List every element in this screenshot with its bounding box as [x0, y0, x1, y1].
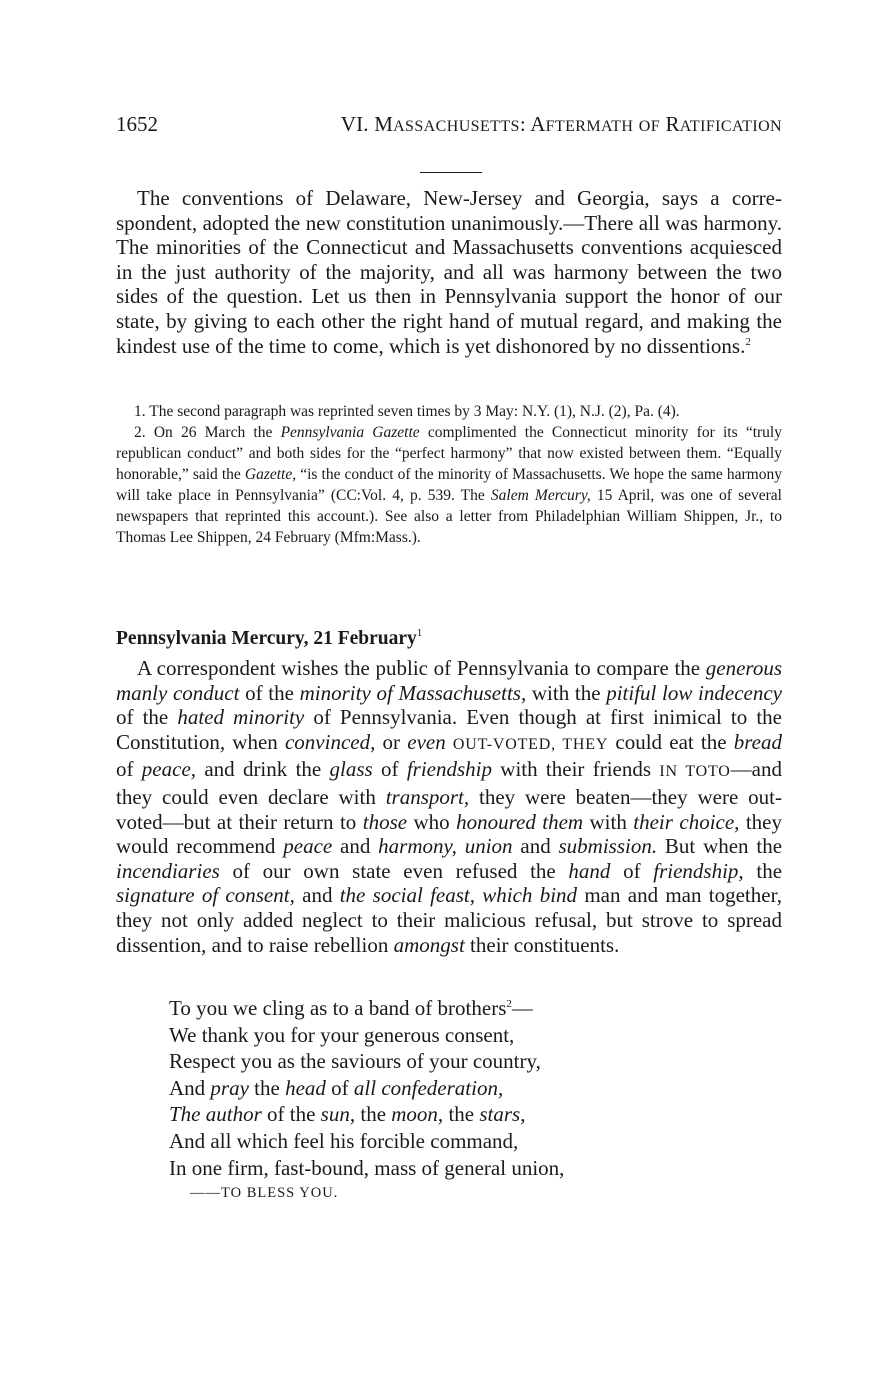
text-run: “is the conduct of the minority of Massachusetts. We hope the same harmony will take place in Pennsylvania” (CC:Vol. 4, p. 539. The: [116, 466, 782, 504]
italic-text: convinced,: [284, 729, 376, 754]
italic-text: Salem Mercury,: [490, 487, 591, 504]
paragraph-text: [116, 656, 782, 957]
italic-text: amongst: [393, 932, 465, 957]
italic-text: hated minority: [177, 705, 305, 730]
text-run: their constituents.: [464, 932, 620, 957]
text-run: and: [294, 883, 340, 908]
italic-text: all confederation,: [353, 1075, 504, 1100]
text-run: Respect you as the saviours of your country,: [169, 1049, 541, 1074]
italic-text: peace,: [141, 757, 197, 782]
text-run: of: [116, 757, 142, 782]
text-run: with the: [526, 680, 607, 705]
section-heading: [116, 620, 422, 652]
text-run: of: [610, 858, 654, 883]
text-run: 2. On 26 March the: [134, 424, 281, 441]
footnotes: [116, 401, 782, 548]
small-caps-text: IN TOTO: [659, 763, 731, 781]
text-run: To you we cling as to a band of brothers: [169, 996, 507, 1020]
poem-line: [169, 1155, 564, 1182]
heading-note-ref: 1: [416, 627, 423, 639]
note-ref: 2: [745, 335, 751, 348]
italic-text: those: [362, 809, 408, 834]
text-run: who: [407, 809, 457, 834]
italic-text: bread: [733, 729, 782, 754]
italic-text: glass: [329, 757, 373, 782]
italic-text: generous manly conduct: [116, 656, 782, 705]
poem-line: [169, 1128, 564, 1155]
article-paragraph-2: [116, 656, 782, 957]
text-run: could eat the: [608, 729, 734, 754]
text-run: they were beaten—they were out-voted—but at their return to: [116, 784, 782, 834]
footnote-1: [116, 401, 782, 422]
italic-text: stars,: [479, 1102, 526, 1127]
heading-title: Pennsylvania Mercury, 21 February: [116, 628, 417, 649]
text-run: the: [355, 1102, 392, 1127]
text-run: and drink the: [196, 757, 330, 782]
poem-closing: ——TO BLESS YOU.: [190, 1185, 339, 1202]
text-run: of the: [261, 1102, 321, 1127]
text-run: complimented the Connecticut minority for its “truly republican conduct” and both sides for the “perfect harmony” that now existed between them. “Equally honorable,” said the: [116, 424, 782, 483]
text-run: of: [325, 1075, 354, 1100]
poem-line: [169, 1048, 564, 1075]
italic-text: Pennsylvania Gazette: [280, 424, 420, 441]
text-run: A correspondent wishes the public of Pennsylvania to compare the: [137, 656, 706, 680]
text-run: We thank you for your generous consent,: [169, 1022, 515, 1047]
text-run: of Pennsylvania. Even though at first inimical to the Constitution, when: [116, 705, 782, 754]
poem-line: [169, 995, 564, 1022]
text-run: The conventions of Delaware, New-Jersey and Georgia, says a correspondent, adopted the new constitution unanimously.—There all was harmony. The minorities of the Connecticut and Massachusetts conventions acquiesced in the just authority of the majority, and all was harmony between the two sides of the question. Let us then in Pennsylvania support the honor of our state, by giving to each other the right hand of mutual regard, and making the kindest use of the time to come, which is yet dishonored by no dissentions.: [116, 186, 782, 358]
italic-text: submission.: [558, 834, 658, 859]
article-paragraph-1: [116, 186, 782, 358]
poem-line: [169, 1075, 564, 1102]
text-run: they would recommend: [116, 809, 783, 859]
note-ref: 2: [506, 998, 512, 1010]
italic-text: incendiaries: [116, 858, 220, 883]
paragraph-text: [116, 186, 782, 358]
italic-text: minority of Massachusetts,: [299, 680, 527, 705]
italic-text: sun,: [320, 1102, 356, 1127]
small-caps-text: OUT-VOTED, THEY: [452, 735, 609, 753]
italic-text: the social feast, which bind: [339, 883, 578, 908]
italic-text: The author: [169, 1102, 262, 1127]
text-run: with their friends: [492, 757, 660, 782]
poem-line: [169, 1022, 564, 1049]
italic-text: their choice,: [633, 809, 740, 834]
text-run: of: [372, 757, 407, 782]
italic-text: Gazette,: [244, 466, 297, 483]
italic-text: signature of consent,: [116, 883, 295, 908]
italic-text: friendship: [406, 757, 492, 782]
text-run: of the: [116, 705, 178, 730]
italic-text: head: [285, 1075, 326, 1100]
text-run: [446, 730, 453, 754]
text-run: And all which feel his forcible command,: [169, 1128, 519, 1153]
text-run: the: [743, 858, 783, 883]
text-run: of our own state even refused the: [219, 858, 569, 883]
text-run: with: [583, 809, 634, 834]
poem: [169, 995, 564, 1205]
italic-text: transport,: [385, 784, 470, 809]
text-run: In one firm, fast-bound, mass of general union,: [169, 1155, 565, 1180]
italic-text: honoured them: [456, 809, 584, 834]
text-run: —and they could even declare with: [116, 757, 782, 809]
section-divider: [420, 172, 482, 173]
italic-text: even: [407, 729, 446, 754]
running-head: [341, 110, 782, 141]
text-run: But when the: [657, 834, 783, 859]
text-run: man and man together, they not only added neglect to their malicious refusal, but strove to spread dissention, and to raise rebellion: [116, 883, 782, 957]
italic-text: friendship,: [653, 858, 744, 883]
text-run: and: [512, 834, 559, 859]
poem-line: [169, 1101, 564, 1128]
text-run: —: [511, 996, 533, 1020]
italic-text: peace: [283, 834, 333, 859]
text-run: or: [375, 729, 408, 754]
text-run: 15 April, was one of several newspapers that reprinted this account.). See also a letter from Philadelphian William Shippen, Jr., to Thomas Lee Shippen, 24 February (Mfm:Mass.).: [116, 487, 782, 546]
italic-text: hand: [568, 858, 611, 883]
text-run: the: [443, 1102, 480, 1127]
footnote-2: [116, 422, 782, 548]
text-run: and: [332, 834, 379, 859]
running-head-text: VI. MASSACHUSETTS: AFTERMATH OF RATIFICATION: [340, 112, 782, 136]
italic-text: pray: [210, 1075, 249, 1100]
text-run: the: [248, 1075, 286, 1100]
page-number: 1652: [116, 112, 158, 136]
italic-text: harmony, union: [378, 834, 513, 859]
text-run: of the: [239, 680, 300, 705]
text-run: 1. The second paragraph was reprinted seven times by 3 May: N.Y. (1), N.J. (2), Pa. (4).: [134, 403, 680, 420]
text-run: And: [169, 1075, 211, 1100]
italic-text: moon,: [391, 1102, 444, 1127]
italic-text: pitiful low indecency: [606, 680, 782, 705]
